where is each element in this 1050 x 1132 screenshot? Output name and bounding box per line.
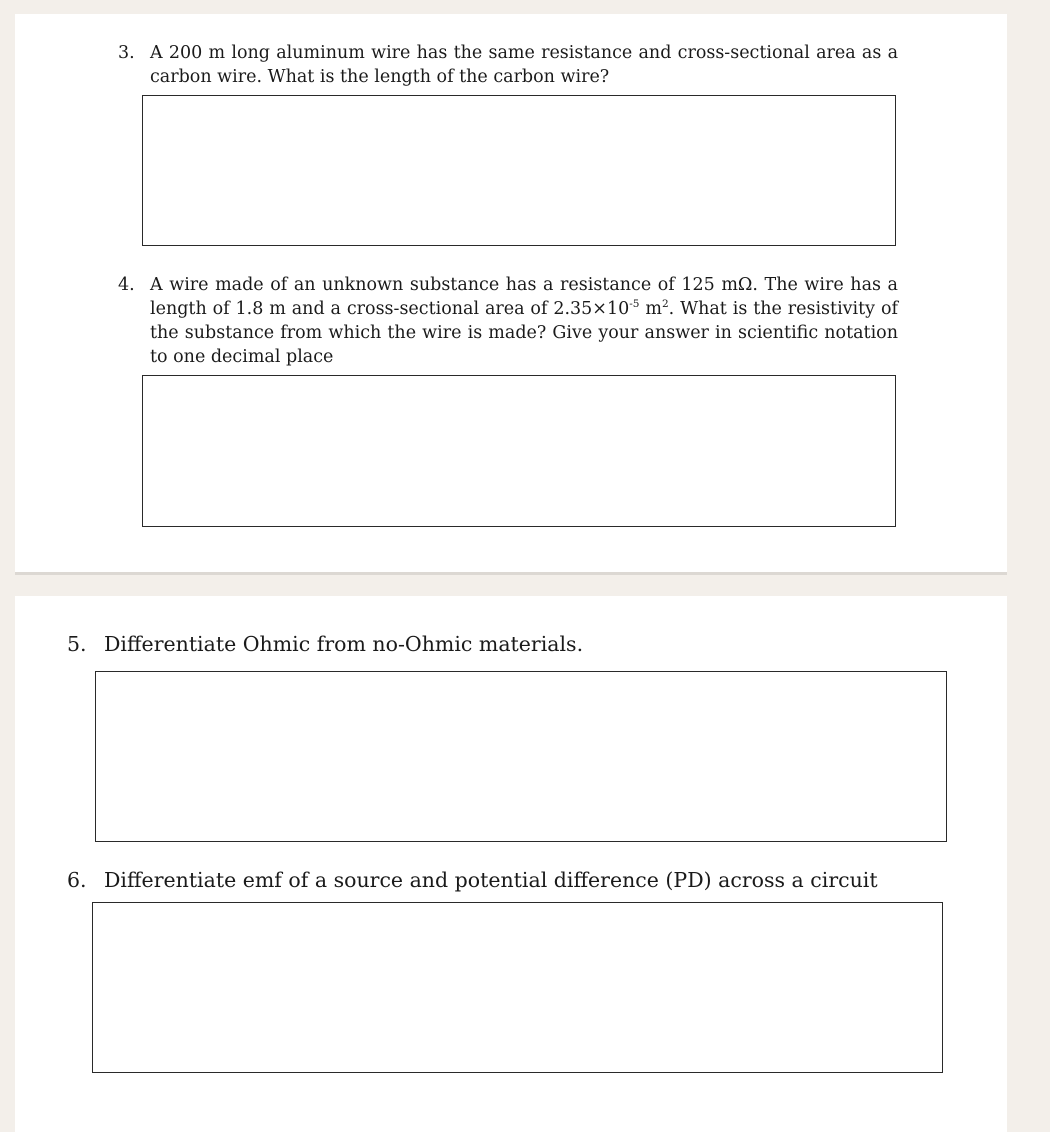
answer-box-5[interactable]	[95, 671, 947, 842]
question-number: 4.	[118, 275, 135, 295]
answer-box-3[interactable]	[142, 95, 896, 246]
question-3	[118, 41, 898, 89]
question-4	[118, 273, 898, 369]
question-text: Differentiate emf of a source and potential difference (PD) across a circuit	[104, 868, 878, 892]
question-text: Differentiate Ohmic from no-Ohmic materials.	[104, 632, 584, 656]
page-divider	[15, 572, 1007, 575]
answer-box-6[interactable]	[92, 902, 943, 1073]
question-number: 6.	[67, 868, 87, 892]
question-number: 3.	[118, 43, 135, 63]
question-5	[67, 631, 947, 657]
question-text: A wire made of an unknown substance has a resistance of 125 mΩ. The wire has a length of 1.8 m and a cross-sectional area of $2.35\times 10^{-5}$ $m^2$. What is the resistivity of the substance from which the wire is made? Give your answer in scientific notation to one decimal place	[150, 275, 898, 367]
answer-box-4[interactable]	[142, 375, 896, 527]
question-6	[67, 867, 947, 893]
question-number: 5.	[67, 632, 87, 656]
question-text: A 200 m long aluminum wire has the same resistance and cross-sectional area as a carbon wire. What is the length of the carbon wire?	[150, 43, 898, 87]
